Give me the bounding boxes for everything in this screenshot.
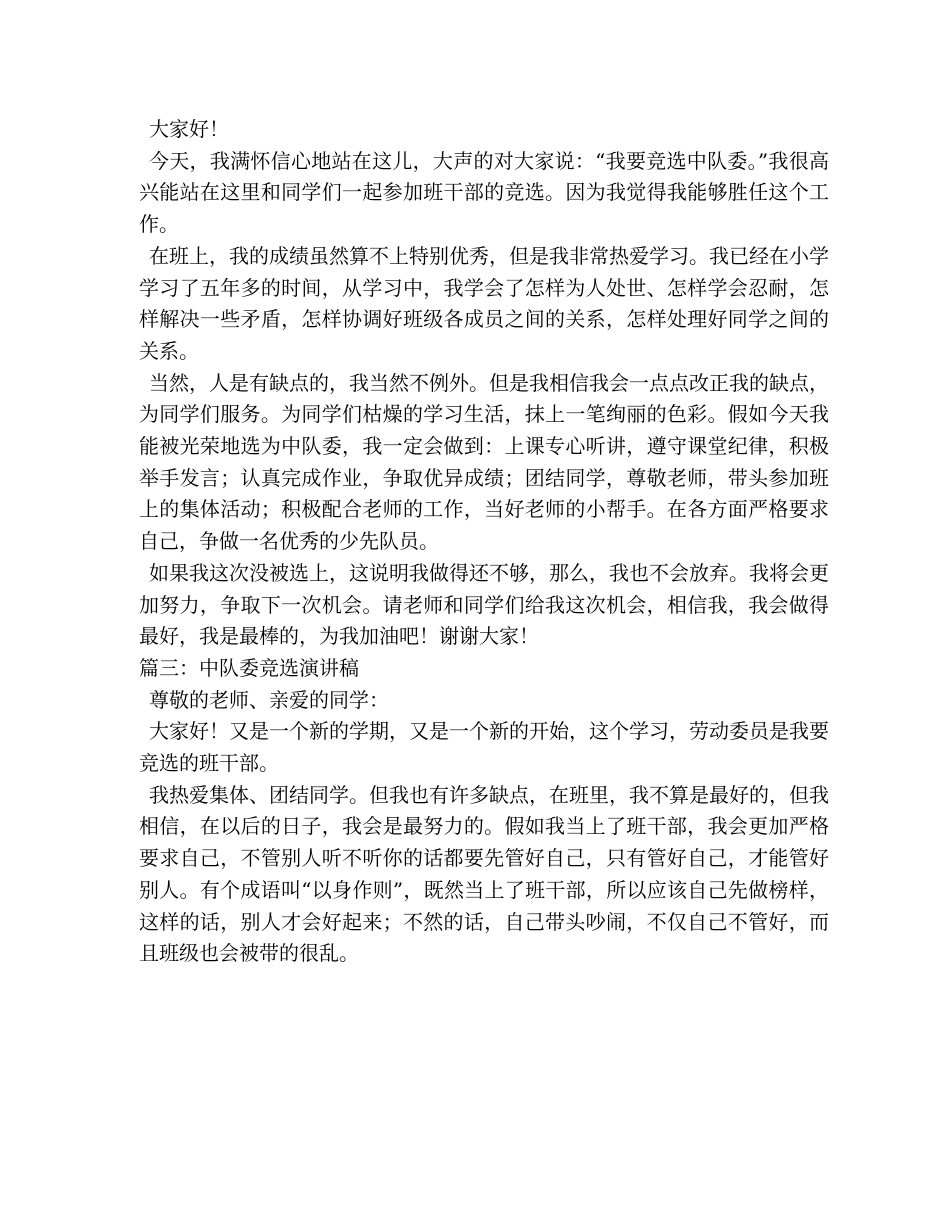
section-heading: 篇三：中队委竞选演讲稿 [139, 655, 359, 680]
paragraph-greeting: 大家好！ [149, 117, 229, 141]
paragraph-opening: 大家好！又是一个新的学期，又是一个新的开始，这个学习，劳动委员是我要竞选的班干部。 [139, 719, 829, 776]
paragraph-closing: 如果我这次没被选上，这说明我做得还不够，那么，我也不会放弃。我将会更加努力，争取下一次机会。请老师和同学们给我这次机会，相信我，我会做得最好，我是最棒的，为我加油吧！谢谢大家！ [139, 560, 829, 649]
paragraph-intro: 今天，我满怀信心地站在这儿，大声的对大家说：“我要竞选中队委。”我很高兴能站在这里和同学们一起参加班干部的竞选。因为我觉得我能够胜任这个工作。 [139, 148, 829, 237]
paragraph-self-reflection: 我热爱集体、团结同学。但我也有许多缺点，在班里，我不算是最好的，但我相信，在以后的日子，我会是最努力的。假如我当上了班干部，我会更加严格要求自己，不管别人听不听你的话都要先管好自己，只有管好自己，才能管好别人。有个成语叫“以身作则”，既然当上了班干部，所以应该自己先做榜样，这样的话，别人才会好起来；不然的话，自己带头吵闹，不仅自己不管好，而且班级也会被带的很乱。 [139, 782, 829, 966]
paragraph-salutation: 尊敬的老师、亲爱的同学： [149, 687, 389, 712]
document-body [139, 114, 829, 970]
paragraph-study: 在班上，我的成绩虽然算不上特别优秀，但是我非常热爱学习。我已经在小学学习了五年多的时间，从学习中，我学会了怎样为人处世、怎样学会忍耐，怎样解决一些矛盾，怎样协调好班级各成员之间的关系，怎样处理好同学之间的关系。 [139, 243, 829, 363]
paragraph-promise: 当然，人是有缺点的，我当然不例外。但是我相信我会一点点改正我的缺点，为同学们服务。为同学们枯燥的学习生活，抹上一笔绚丽的色彩。假如今天我能被光荣地选为中队委，我一定会做到：上课专心听讲，遵守课堂纪律，积极举手发言；认真完成作业，争取优异成绩；团结同学，尊敬老师，带头参加班上的集体活动；积极配合老师的工作，当好老师的小帮手。在各方面严格要求自己，争做一名优秀的少先队员。 [139, 370, 829, 554]
